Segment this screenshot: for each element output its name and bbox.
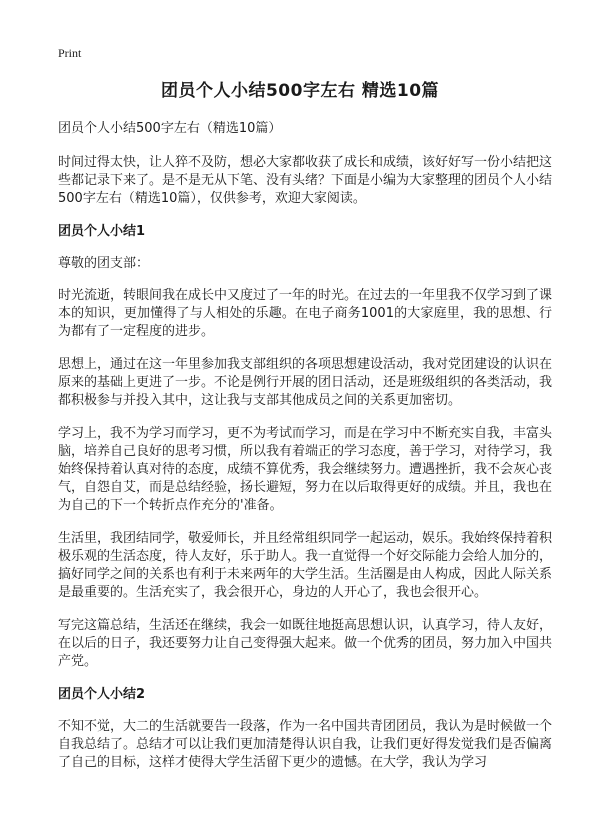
section1-paragraph: 学习上，我不为学习而学习，更不为考试而学习，而是在学习中不断充实自我，丰富头脑，培养自己良好的思考习惯，所以我有着端正的学习态度，善于学习，对待学习，我始终保持着认真对待的态度，成绩不算优秀，我会继续努力。遭遇挫折，我不会灰心丧气，自怨自艾，而是总结经验，扬长避短，努力在以后取得更好的成绩。并且，我也在为自己的下一个转折点作充分的'准备。 [58,426,553,513]
print-link[interactable]: Print [58,46,82,60]
section-heading-1: 团员个人小结1 [58,224,146,239]
document-body [58,120,552,787]
section1-paragraph: 时光流逝，转眼间我在成长中又度过了一年的时光。在过去的一年里我不仅学习到了课本的知识，更加懂得了与人相处的乐趣。在电子商务1001的大家庭里，我的思想、行为都有了一定程度的进步。 [58,288,553,339]
section1-paragraph: 思想上，通过在这一年里参加我支部组织的各项思想建设活动，我对党团建设的认识在原来的基础上更进了一步。不论是例行开展的团日活动，还是班级组织的各类活动，我都积极参与并投入其中，这让我与支部其他成员之间的关系更加密切。 [58,357,553,408]
page-title: 团员个人小结500字左右 精选10篇 [160,81,440,101]
document-subtitle: 团员个人小结500字左右（精选10篇） [58,121,282,136]
section2-paragraph: 不知不觉，大二的生活就要告一段落，作为一名中国共青团团员，我认为是时候做一个自我总结了。总结才可以让我们更加清楚得认识自我，让我们更好得发觉我们是否偏离了自己的目标，这样才使得大学生活留下更少的遗憾。在大学，我认为学习 [58,719,553,770]
section1-paragraph: 生活里，我团结同学，敬爱师长，并且经常组织同学一起运动，娱乐。我始终保持着积极乐观的生活态度，待人友好，乐于助人。我一直觉得一个好交际能力会给人加分的，搞好同学之间的关系也有利于未来两年的大学生活。生活圈是由人构成，因此人际关系是最重要的。生活充实了，我会很开心，身边的人开心了，我也会很开心。 [58,531,553,600]
section-heading-2: 团员个人小结2 [58,687,146,702]
section1-paragraph: 写完这篇总结，生活还在继续，我会一如既往地挺高思想认识，认真学习，待人友好，在以后的日子，我还要努力让自己变得强大起来。做一个优秀的团员，努力加入中国共产党。 [58,618,553,669]
intro-paragraph: 时间过得太快，让人猝不及防，想必大家都收获了成长和成绩，该好好写一份小结把这些都记录下来了。是不是无从下笔、没有头绪？下面是小编为大家整理的团员个人小结500字左右（精选10篇），仅供参考，欢迎大家阅读。 [58,155,553,206]
salutation: 尊敬的团支部： [58,256,150,271]
